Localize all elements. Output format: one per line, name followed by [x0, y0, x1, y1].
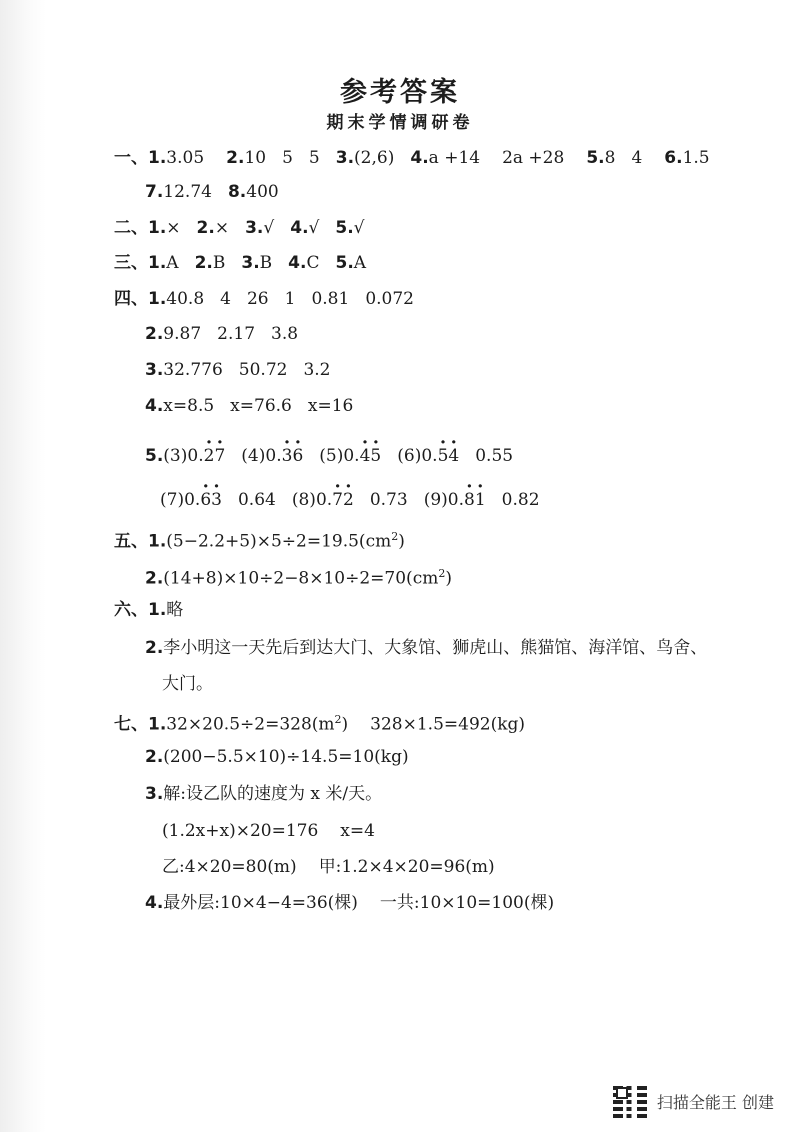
answer: 解:设乙队的速度为 x 米/天。 [163, 784, 383, 804]
answer: √ [308, 218, 320, 238]
repeating-digit: · 1 [475, 488, 486, 512]
answer: 一共:10×10=100(棵) [379, 893, 555, 913]
sub-number: (9) [423, 490, 448, 510]
section-7-line-3 [145, 782, 382, 806]
section-7-line-1 [114, 708, 525, 737]
repeating-digit: · 5 [370, 444, 381, 468]
answer: 4 [220, 289, 231, 309]
answer: 32×20.5÷2=328(m [166, 714, 335, 735]
item-number: 2. [145, 747, 164, 767]
answer: (2,6) [354, 148, 395, 168]
answer: 1 [284, 289, 296, 309]
section-7-line-6 [145, 891, 554, 915]
repeating-digit: · 7 [214, 444, 225, 468]
item-number: 5. [145, 446, 164, 466]
answer: 0. [265, 446, 282, 466]
section-label: 五、 [114, 531, 148, 552]
repeating-digit: · 2 [343, 488, 354, 512]
answer: 0.64 [237, 490, 276, 510]
repeating-digit: · 6 [292, 444, 303, 468]
answer: 乙:4×20=80(m) [162, 857, 297, 877]
section-2-line [114, 216, 365, 240]
section-label: 二、 [114, 218, 148, 238]
section-label: 三、 [114, 253, 148, 273]
answer: 0. [187, 446, 204, 466]
repeating-digit: · 6 [200, 488, 211, 512]
section-7-line-4 [162, 819, 375, 843]
section-label: 四、 [114, 289, 148, 309]
answer: × [166, 218, 181, 238]
section-label: 一、 [114, 148, 148, 168]
answer: √ [353, 218, 365, 238]
answer: 5 [282, 148, 293, 168]
item-number: 1. [148, 218, 167, 238]
answer: x=16 [307, 396, 354, 416]
page-subtitle: 期末学情调研卷 [326, 113, 474, 133]
answer: 50.72 [238, 360, 288, 380]
item-number: 1. [148, 253, 167, 273]
answer: × [214, 218, 230, 238]
item-number: 3. [145, 784, 164, 804]
section-5-line-2 [145, 562, 452, 591]
section-6-line-2 [145, 636, 707, 660]
answer: ) [341, 714, 349, 735]
item-number: 1. [148, 714, 167, 735]
item-number: 4. [145, 893, 164, 913]
answer: 9.87 [163, 324, 202, 344]
answer: 0. [343, 446, 360, 466]
section-6-line-3 [162, 672, 213, 696]
answer: 400 [246, 182, 279, 202]
section-5-line-1 [114, 525, 405, 554]
section-4-line-3 [145, 358, 331, 382]
answer: 0. [447, 490, 465, 510]
answer: 大门。 [162, 674, 213, 694]
answer: 0.73 [369, 490, 408, 510]
item-number: 5. [586, 148, 605, 168]
item-number: 3. [335, 148, 355, 168]
answer: ) [398, 531, 405, 552]
answer: B [259, 253, 273, 273]
item-number: 4. [290, 218, 309, 238]
answer: 10 [244, 148, 267, 168]
answer: A [166, 253, 179, 273]
item-number: 2. [145, 638, 164, 658]
item-number: 5. [335, 218, 354, 238]
answer: 0. [184, 490, 201, 510]
item-number: 1. [148, 531, 167, 552]
item-number: 7. [145, 182, 164, 202]
scan-edge-shadow [0, 0, 46, 1132]
sub-number: (5) [319, 446, 344, 466]
section-1-line-1 [114, 146, 710, 170]
answer: 5 [308, 148, 320, 168]
answer: 0.82 [501, 490, 540, 510]
sub-number: (6) [397, 446, 422, 466]
section-4-line-5 [145, 444, 513, 468]
answer: 0.81 [311, 289, 350, 309]
answer: x=76.6 [230, 396, 292, 416]
item-number: 4. [145, 396, 164, 416]
item-number: 2. [196, 218, 215, 238]
answer: 32.776 [163, 360, 223, 380]
answer: 略 [166, 600, 184, 620]
sub-number: (3) [163, 446, 188, 466]
answer: x=4 [340, 821, 375, 841]
item-number: 2. [226, 148, 245, 168]
answer: 0. [421, 446, 438, 466]
answer: 4 [631, 148, 643, 168]
section-4-line-1 [114, 287, 414, 311]
item-number: 5. [335, 253, 354, 273]
answer: (200−5.5×10)÷14.5=10(kg) [163, 747, 409, 767]
item-number: 4. [410, 148, 429, 168]
answer: 12.74 [163, 182, 212, 202]
section-4-line-6 [160, 488, 540, 512]
repeating-digit: · 3 [282, 444, 293, 468]
repeating-digit: · 4 [448, 444, 459, 468]
answer: 0.55 [475, 446, 514, 466]
sub-number: (4) [241, 446, 266, 466]
answer: (14+8)×10÷2−8×10÷2=70(cm [163, 568, 439, 589]
answer: 1.5 [682, 148, 710, 168]
section-4-line-2 [145, 322, 298, 346]
answer: ) [445, 568, 452, 589]
repeating-digit: · 5 [438, 444, 449, 468]
answer: 0. [315, 490, 333, 510]
section-6-line-1 [114, 598, 183, 622]
sub-number: (7) [160, 490, 185, 510]
superscript: 2 [334, 713, 342, 726]
item-number: 3. [245, 218, 264, 238]
item-number: 8. [227, 182, 247, 202]
item-number: 2. [194, 253, 213, 273]
answer: 最外层:10×4−4=36(棵) [163, 893, 358, 913]
answer: C [306, 253, 320, 273]
item-number: 1. [148, 600, 167, 620]
repeating-digit: · 8 [464, 488, 475, 512]
answer: 3.8 [271, 324, 299, 344]
sub-number: (8) [291, 490, 316, 510]
section-label: 七、 [114, 714, 148, 735]
item-number: 2. [145, 568, 164, 589]
section-7-line-5 [162, 855, 495, 879]
section-3-line [114, 251, 366, 275]
answer: 2a +28 [502, 148, 565, 168]
item-number: 1. [148, 289, 167, 309]
answer: 李小明这一天先后到达大门、大象馆、狮虎山、熊猫馆、海洋馆、鸟舍、 [163, 638, 708, 658]
watermark-text: 扫描全能王 创建 [656, 1092, 774, 1112]
answer: 3.05 [166, 148, 205, 168]
repeating-digit: · 7 [332, 488, 343, 512]
section-1-line-2 [145, 180, 279, 204]
answer: (5−2.2+5)×5÷2=19.5(cm [166, 531, 392, 552]
answer: A [353, 253, 367, 273]
section-4-line-4 [145, 394, 353, 418]
answer: 40.8 [166, 289, 205, 309]
scanner-watermark [613, 1084, 774, 1118]
item-number: 3. [145, 360, 164, 380]
superscript: 2 [438, 567, 446, 580]
answer: √ [263, 218, 275, 238]
answer: (1.2x+x)×20=176 [162, 821, 319, 841]
repeating-digit: · 4 [360, 444, 371, 468]
item-number: 3. [241, 253, 260, 273]
answer: 26 [246, 289, 269, 309]
page-title: 参考答案 [340, 77, 460, 108]
answer: 2.17 [217, 324, 256, 344]
answer: 0.072 [365, 289, 414, 309]
qr-code-icon [613, 1084, 647, 1118]
answer: x=8.5 [163, 396, 215, 416]
repeating-digit: · 2 [204, 444, 215, 468]
answer: 8 [604, 148, 616, 168]
answer: a +14 [428, 148, 481, 168]
answer: 3.2 [303, 360, 331, 380]
answer: 甲:1.2×4×20=96(m) [318, 857, 495, 877]
answer: 328×1.5=492(kg) [370, 714, 526, 735]
item-number: 6. [664, 148, 683, 168]
superscript: 2 [391, 530, 399, 543]
item-number: 4. [288, 253, 307, 273]
item-number: 2. [145, 324, 164, 344]
answer: B [212, 253, 226, 273]
repeating-digit: · 3 [211, 488, 222, 512]
section-label: 六、 [114, 600, 148, 620]
item-number: 1. [148, 148, 167, 168]
section-7-line-2 [145, 745, 409, 769]
